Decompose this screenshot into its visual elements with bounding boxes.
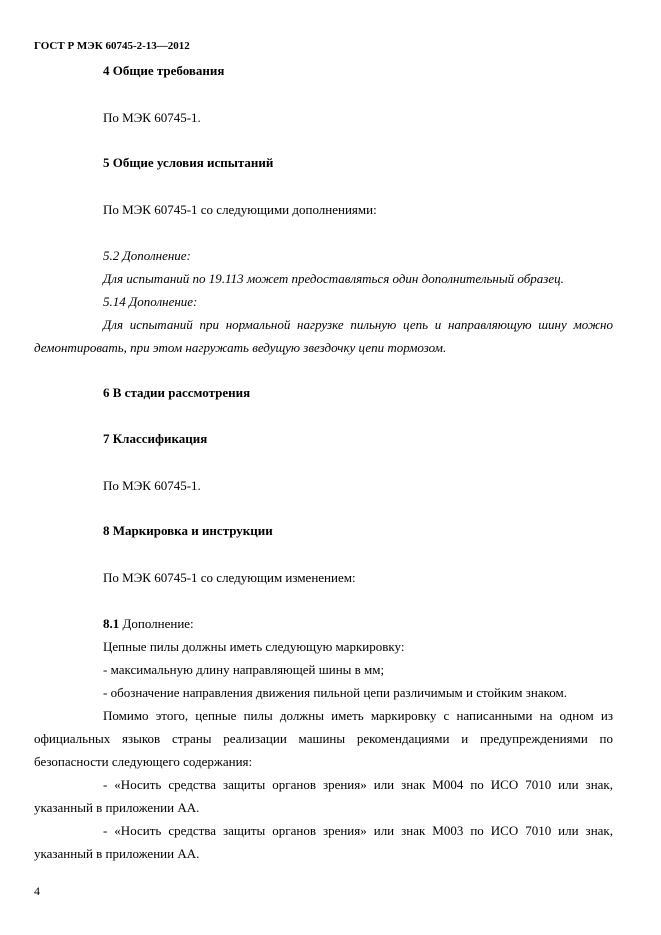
subsection-5-2-text: Для испытаний по 19.113 может предоставляться один дополнительный образец. [103, 271, 564, 286]
subsection-5-2-label: 5.2 Дополнение: [103, 248, 191, 263]
subsection-8-1-heading [103, 616, 194, 632]
safety-item-m004-line-1: - «Носить средства защиты органов зрения» или знак М004 по ИСО 7010 или знак, [103, 777, 613, 792]
marking-item-bar-length: - максимальную длину направляющей шины в мм; [103, 662, 385, 677]
safety-item-m003-line-2: указанный в приложении АА. [34, 846, 200, 861]
safety-item-m003-line-1: - «Носить средства защиты органов зрения» или знак М003 по ИСО 7010 или знак, [103, 823, 613, 838]
subsection-5-14-text-line-2: демонтировать, при этом нагружать ведущую звездочку цепи тормозом. [34, 340, 447, 355]
section-8-title: 8 Маркировка и инструкции [103, 523, 273, 538]
safety-paragraph-line-3: безопасности следующего содержания: [34, 754, 253, 769]
safety-paragraph-line-1: Помимо этого, цепные пилы должны иметь маркировку с написанными на одном из [103, 708, 613, 723]
subsection-5-14-label: 5.14 Дополнение: [103, 294, 198, 309]
section-7-title: 7 Классификация [103, 431, 208, 446]
marking-intro: Цепные пилы должны иметь следующую маркировку: [103, 639, 405, 654]
section-5-text: По МЭК 60745-1 со следующими дополнениями: [103, 202, 377, 217]
section-4-title: 4 Общие требования [103, 63, 225, 78]
section-4-text: По МЭК 60745-1. [103, 110, 201, 125]
safety-paragraph-line-2: официальных языков страны реализации машины рекомендациями и предупреждениями по [34, 731, 613, 746]
section-8-text: По МЭК 60745-1 со следующим изменением: [103, 570, 356, 585]
section-5-title: 5 Общие условия испытаний [103, 155, 274, 170]
marking-item-chain-direction: - обозначение направления движения пильной цепи различимым и стойким знаком. [103, 685, 567, 700]
safety-item-m004-line-2: указанный в приложении АА. [34, 800, 200, 815]
subsection-8-1-number: 8.1 [103, 616, 120, 631]
subsection-8-1-label: Дополнение: [119, 616, 194, 631]
page-number: 4 [34, 884, 40, 898]
section-6-title: 6 В стадии рассмотрения [103, 385, 251, 400]
section-7-text: По МЭК 60745-1. [103, 478, 201, 493]
document-header: ГОСТ Р МЭК 60745-2-13—2012 [34, 40, 190, 52]
subsection-5-14-text-line-1: Для испытаний при нормальной нагрузке пильную цепь и направляющую шину можно [103, 317, 613, 332]
